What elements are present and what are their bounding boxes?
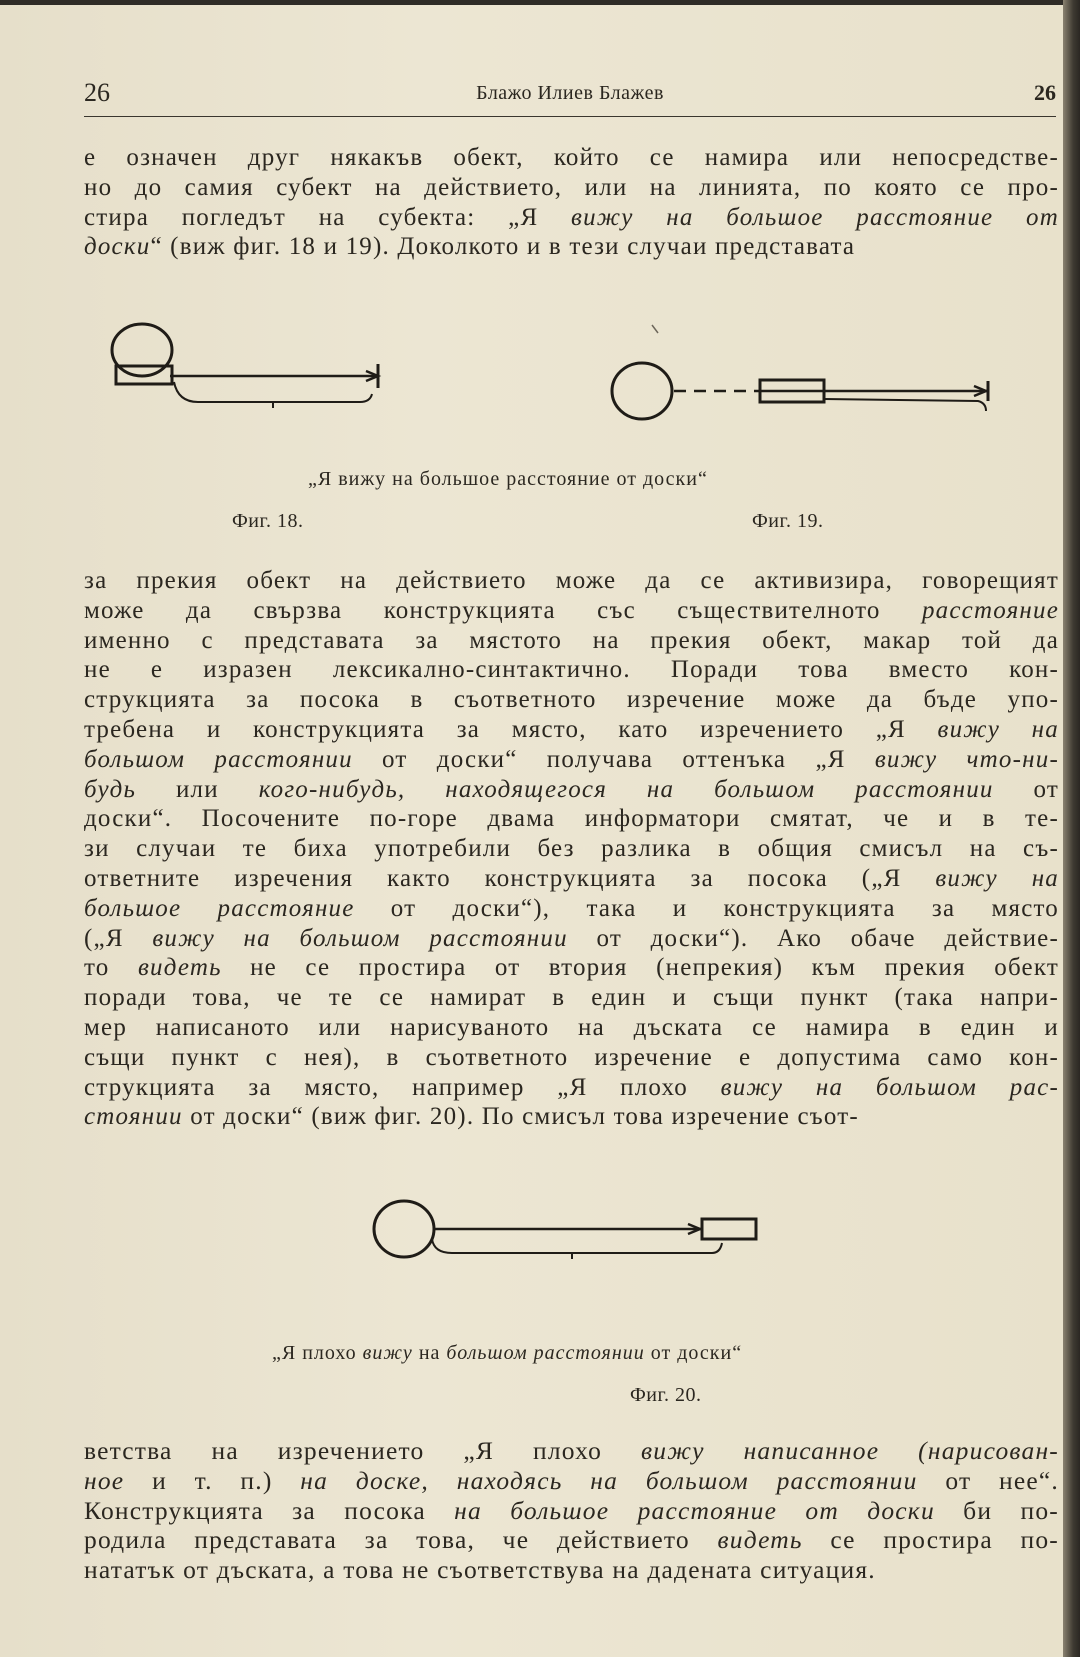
- text-run: стира погледът на субекта: „Я: [84, 203, 572, 231]
- subject-circle: [112, 324, 172, 376]
- text-run: ответните изречения както конструкцията за посока („Я: [84, 864, 936, 892]
- text-line: [84, 1525, 1059, 1555]
- text-run: мер написаното или нарисуваното на дъската се намира в един и: [84, 1013, 1059, 1041]
- text-run: доски“. Посочените по-горе двама информатори смятат, че и в те-: [84, 805, 1059, 833]
- text-line: [84, 655, 1059, 685]
- italic-text: доски: [84, 233, 151, 261]
- page-binding-edge: [1063, 0, 1080, 1657]
- italic-text: на большое расстояние от доски: [454, 1495, 935, 1525]
- italic-text: стоянии: [84, 1103, 183, 1131]
- paragraph-1: [84, 143, 1059, 262]
- text-line: [84, 1436, 1059, 1466]
- text-run: от доски“ (виж фиг. 20). По смисъл това изречение съот-: [182, 1103, 859, 1131]
- text-run: не се простира от втория (непрекия) към прекия обект: [221, 954, 1059, 982]
- paragraph-2: [84, 566, 1059, 1132]
- italic-text: кого-нибудь, находящегося на большом расстоянии: [258, 775, 994, 803]
- text-run: на: [412, 1342, 447, 1364]
- text-line: [84, 596, 1059, 626]
- italic-text: на доске, находясь на большом расстоянии: [300, 1465, 918, 1495]
- italic-text: ное: [84, 1465, 125, 1495]
- text-run: би по-: [934, 1495, 1059, 1525]
- text-line: [84, 1043, 1059, 1073]
- text-run: или: [136, 775, 259, 803]
- text-line: [84, 1073, 1059, 1103]
- text-run: требена и конструкцията за място, като изречението „Я: [84, 715, 938, 743]
- subject-circle: [374, 1201, 434, 1257]
- italic-text: видеть: [717, 1525, 803, 1555]
- italic-text: вижу что-ни-: [874, 745, 1059, 773]
- text-run: родила представата за това, че действието: [84, 1525, 718, 1555]
- text-run: и т. п.): [124, 1465, 301, 1495]
- page-header: [84, 78, 1056, 112]
- figure-20-diagram: [372, 1197, 792, 1287]
- italic-text: вижу на большом рас-: [720, 1073, 1059, 1101]
- text-line: [84, 1466, 1059, 1496]
- italic-text: расстояние: [921, 596, 1059, 624]
- text-run: нататък от дъската, а това не съответствува на дадената ситуация.: [84, 1555, 876, 1585]
- text-run: е означен друг някакъв обект, който се намира или непосредстве-: [84, 144, 1059, 171]
- text-line: [84, 1496, 1059, 1526]
- italic-text: вижу на большом расстоянии: [152, 924, 568, 952]
- text-run: поради това, че те се намират в един и същи пункт (така напри-: [84, 984, 1059, 1012]
- board-rectangle: [702, 1219, 756, 1239]
- text-run: от доски“ получава оттенъка „Я: [352, 745, 875, 773]
- paragraph-3: [84, 1436, 1059, 1585]
- text-line: [84, 864, 1059, 894]
- italic-text: вижу: [362, 1342, 413, 1364]
- distance-brace: [432, 1239, 722, 1253]
- page-number-left: 26: [84, 78, 110, 107]
- scan-top-edge: [0, 0, 1080, 5]
- figure-18-label: Фиг. 18.: [232, 510, 304, 532]
- text-run: от нее“.: [917, 1465, 1060, 1495]
- text-run: се простира по-: [802, 1525, 1059, 1555]
- figure-18-diagram: [108, 322, 388, 422]
- text-run: зи случаи те биха употребили без разлика в общия смисъл на съ-: [84, 835, 1059, 863]
- figure-20-label: Фиг. 20.: [630, 1384, 702, 1406]
- text-line: [84, 1102, 1059, 1132]
- text-run: именно с представата за мястото на прекия обект, макар той да: [84, 626, 1059, 654]
- text-line: [84, 804, 1059, 834]
- italic-text: большом расстоянии: [84, 745, 353, 773]
- text-run: струкцията за посока в съответното изречение може да бъде упо-: [84, 686, 1059, 714]
- italic-text: вижу на: [937, 715, 1059, 743]
- text-run: ветства на изречението „Я плохо: [84, 1436, 641, 1465]
- figure-19-diagram: [608, 325, 998, 425]
- running-title: Блажо Илиев Блажев: [476, 82, 664, 104]
- distance-brace: [174, 382, 372, 402]
- text-run: „Я плохо: [272, 1342, 363, 1364]
- text-run: от: [993, 775, 1059, 803]
- text-run: но до самия субект на действието, или на линията, по която се про-: [84, 173, 1059, 201]
- italic-text: вижу на большое расстояние от: [571, 203, 1059, 231]
- text-line: [84, 953, 1059, 983]
- text-run: („Я: [84, 924, 153, 952]
- text-run: същи пункт с нея), в съответното изречение е допустима само кон-: [84, 1043, 1059, 1071]
- text-line: [84, 143, 1059, 173]
- text-line: [84, 232, 1059, 262]
- figure-19-label: Фиг. 19.: [752, 510, 824, 532]
- text-run: “ (виж фиг. 18 и 19). Доколкото и в тези случаи представата: [150, 233, 856, 261]
- italic-text: вижу написанное (нарисован-: [640, 1436, 1059, 1465]
- italic-text: будь: [84, 775, 137, 803]
- text-run: от доски“), така и конструкцията за място: [354, 894, 1059, 922]
- text-line: [84, 685, 1059, 715]
- text-line: [84, 834, 1059, 864]
- text-run: Конструкцията за посока: [84, 1495, 455, 1525]
- italic-text: вижу на: [935, 864, 1059, 892]
- distance-brace: [824, 399, 986, 411]
- page-number-right: 26: [1034, 80, 1056, 105]
- italic-text: большом расстоянии: [446, 1342, 645, 1364]
- italic-text: видеть: [137, 954, 222, 982]
- text-line: [84, 626, 1059, 656]
- text-line: [84, 983, 1059, 1013]
- text-run: от доски“). Ако обаче действие-: [567, 924, 1059, 952]
- text-line: [84, 715, 1059, 745]
- text-run: не е изразен лексикално-синтактично. Поради това вместо кон-: [84, 656, 1059, 684]
- text-line: [84, 173, 1059, 203]
- text-run: може да свързва конструкцията със съществителното: [84, 596, 922, 624]
- text-run: за прекия обект на действието може да се активизира, говорещият: [84, 567, 1059, 594]
- text-run: от доски“: [644, 1342, 743, 1364]
- text-line: [84, 1555, 1059, 1585]
- text-line: [84, 894, 1059, 924]
- figure-caption-bottom: [272, 1342, 742, 1365]
- subject-circle: [612, 363, 672, 419]
- text-line: [84, 775, 1059, 805]
- figure-caption-top: „Я вижу на большое расстояние от доски“: [308, 468, 708, 490]
- header-rule: [84, 116, 1056, 117]
- text-run: струкцията за място, например „Я плохо: [84, 1073, 721, 1101]
- text-line: [84, 924, 1059, 954]
- text-line: [84, 566, 1059, 596]
- text-run: то: [84, 954, 138, 982]
- text-line: [84, 745, 1059, 775]
- italic-text: большое расстояние: [84, 894, 355, 922]
- text-line: [84, 203, 1059, 233]
- text-line: [84, 1013, 1059, 1043]
